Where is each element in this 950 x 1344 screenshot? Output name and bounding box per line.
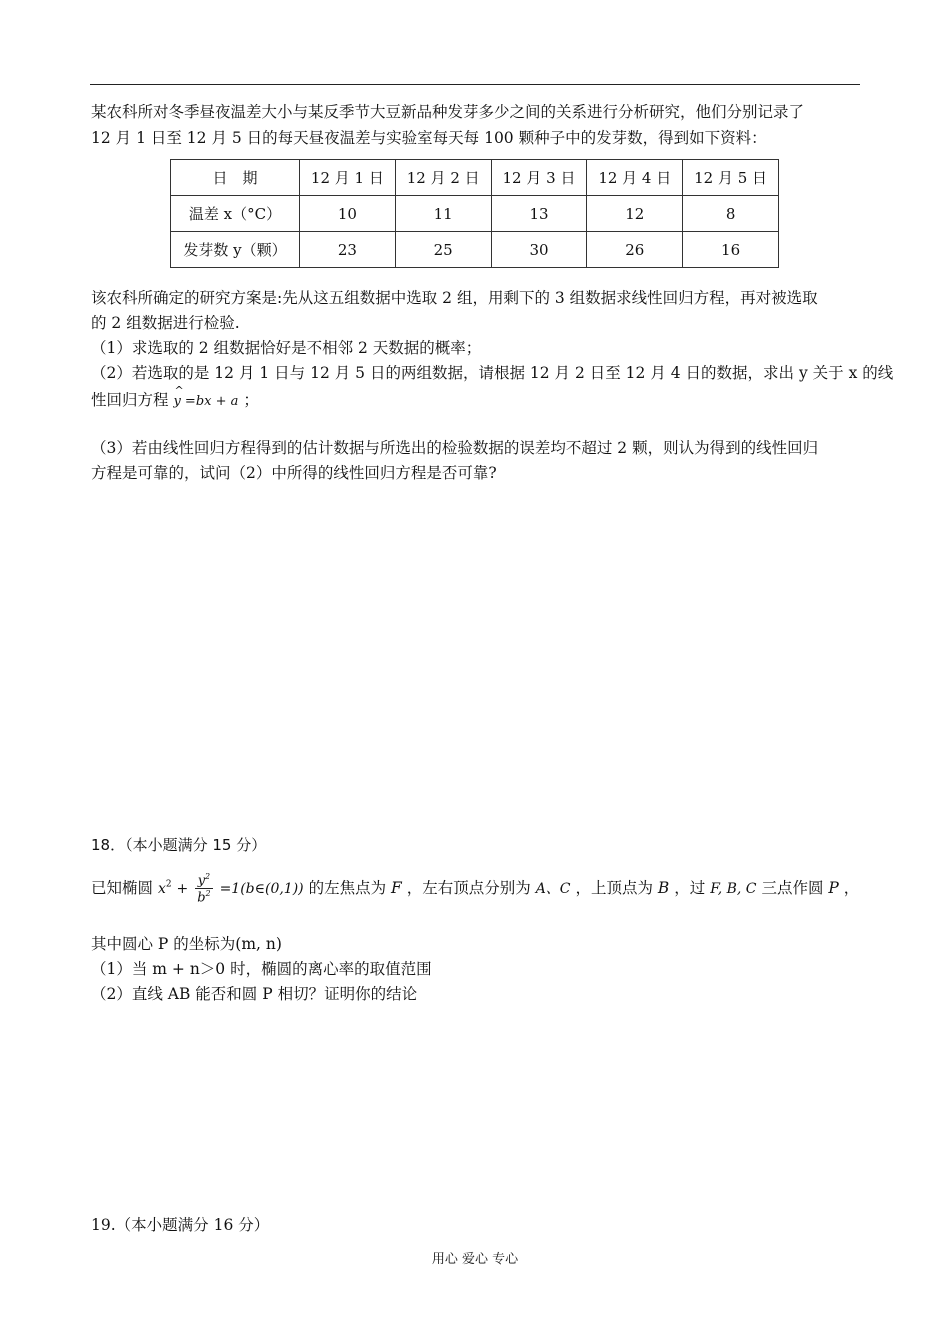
denominator-exp: 2	[205, 889, 211, 899]
points-ac: A、C	[535, 880, 571, 897]
table-cell: 发芽数 y（颗）	[171, 232, 300, 268]
text-segment: ，左右顶点分别为	[406, 878, 531, 897]
text-segment: ，上顶点为	[575, 878, 653, 897]
table-cell: 12 月 1 日	[300, 160, 396, 196]
table-cell: 13	[491, 196, 587, 232]
table-cell: 25	[395, 232, 491, 268]
table-cell: 16	[683, 232, 779, 268]
numerator-var: y	[197, 873, 206, 889]
table-row-header	[171, 160, 779, 196]
question-2-line-2	[91, 388, 259, 410]
table-cell: 日 期	[171, 160, 300, 196]
page-footer: 用心 爱心 专心	[431, 1252, 519, 1267]
circle-p: P	[828, 878, 839, 897]
problem-18-heading	[91, 834, 266, 855]
table-cell: 12	[587, 196, 683, 232]
ellipse-fraction	[195, 872, 212, 906]
fraction-numerator	[195, 872, 212, 889]
table-cell: 11	[395, 196, 491, 232]
question-3-line-1: （3）若由线性回归方程得到的估计数据与所选出的检验数据的误差均不超过 2 颗，则认为得到的线性回归	[91, 439, 819, 457]
table-row-sprout	[171, 232, 779, 268]
table-cell: 26	[587, 232, 683, 268]
numerator-exp: 2	[205, 872, 211, 881]
text-segment: 已知椭圆	[91, 878, 154, 897]
plus-sign: +	[176, 880, 189, 897]
ellipse-x-exponent: 2	[165, 879, 172, 890]
table-cell: 30	[491, 232, 587, 268]
intro-line-1: 某农科所对冬季昼夜温差大小与某反季节大豆新品种发芽多少之间的关系进行分析研究，他们分别记录了	[91, 103, 805, 121]
ellipse-condition: =1(b∈(0,1))	[219, 880, 304, 897]
fraction-denominator	[195, 889, 212, 905]
table-cell: 12 月 3 日	[491, 160, 587, 196]
problem-18-question-2: （2）直线 AB 能否和圆 P 相切？证明你的结论	[91, 985, 418, 1003]
plan-line-1: 该农科所确定的研究方案是:先从这五组数据中选取 2 组，用剩下的 3 组数据求线性回归方程，再对被选取	[91, 289, 818, 307]
point-b: B	[657, 878, 670, 897]
point-f: F	[391, 878, 402, 897]
problem-18-line-1	[91, 872, 859, 906]
table-cell: 温差 x（°C）	[171, 196, 300, 232]
table-cell: 8	[683, 196, 779, 232]
table-cell: 23	[300, 232, 396, 268]
table-cell: 12 月 4 日	[587, 160, 683, 196]
ellipse-x: x	[157, 880, 166, 897]
problem-18-question-1: （1）当 m + n＞0 时，椭圆的离心率的取值范围	[91, 960, 432, 978]
table-cell: 12 月 5 日	[683, 160, 779, 196]
question-2-end: ；	[243, 391, 259, 409]
question-2-text: 性回归方程	[91, 391, 169, 409]
problem-19-heading: 19.（本小题满分 16 分）	[91, 1216, 270, 1234]
text-segment: ，	[843, 878, 860, 897]
data-table	[170, 159, 779, 268]
table-cell: 10	[300, 196, 396, 232]
points-fbc: F, B, C	[710, 880, 757, 897]
text-segment: 三点作圆	[761, 878, 824, 897]
text-segment: 的左焦点为	[308, 878, 387, 897]
regression-formula: ^ y =bx + a	[173, 394, 238, 409]
intro-line-2: 12 月 1 日至 12 月 5 日的每天昼夜温差与实验室每天每 100 颗种子中的发芽数，得到如下资料：	[91, 129, 767, 147]
problem-18-heading-text: 18．（本小题满分 15 分）	[91, 836, 267, 854]
problem-18-line-2: 其中圆心 P 的坐标为(m, n)	[91, 935, 282, 953]
text-segment: ，过	[674, 878, 706, 897]
plan-line-2: 的 2 组数据进行检验.	[91, 314, 240, 332]
question-3-line-2: 方程是可靠的，试问（2）中所得的线性回归方程是否可靠?	[91, 464, 497, 482]
question-2-line-1: （2）若选取的是 12 月 1 日与 12 月 5 日的两组数据，请根据 12 月 2 日至 12 月 4 日的数据，求出 y 关于 x 的线	[91, 364, 894, 382]
table-cell: 12 月 2 日	[395, 160, 491, 196]
question-1: （1）求选取的 2 组数据恰好是不相邻 2 天数据的概率；	[91, 339, 482, 357]
table-row-temp	[171, 196, 779, 232]
header-rule	[90, 84, 860, 85]
denominator-var: b	[197, 890, 206, 906]
